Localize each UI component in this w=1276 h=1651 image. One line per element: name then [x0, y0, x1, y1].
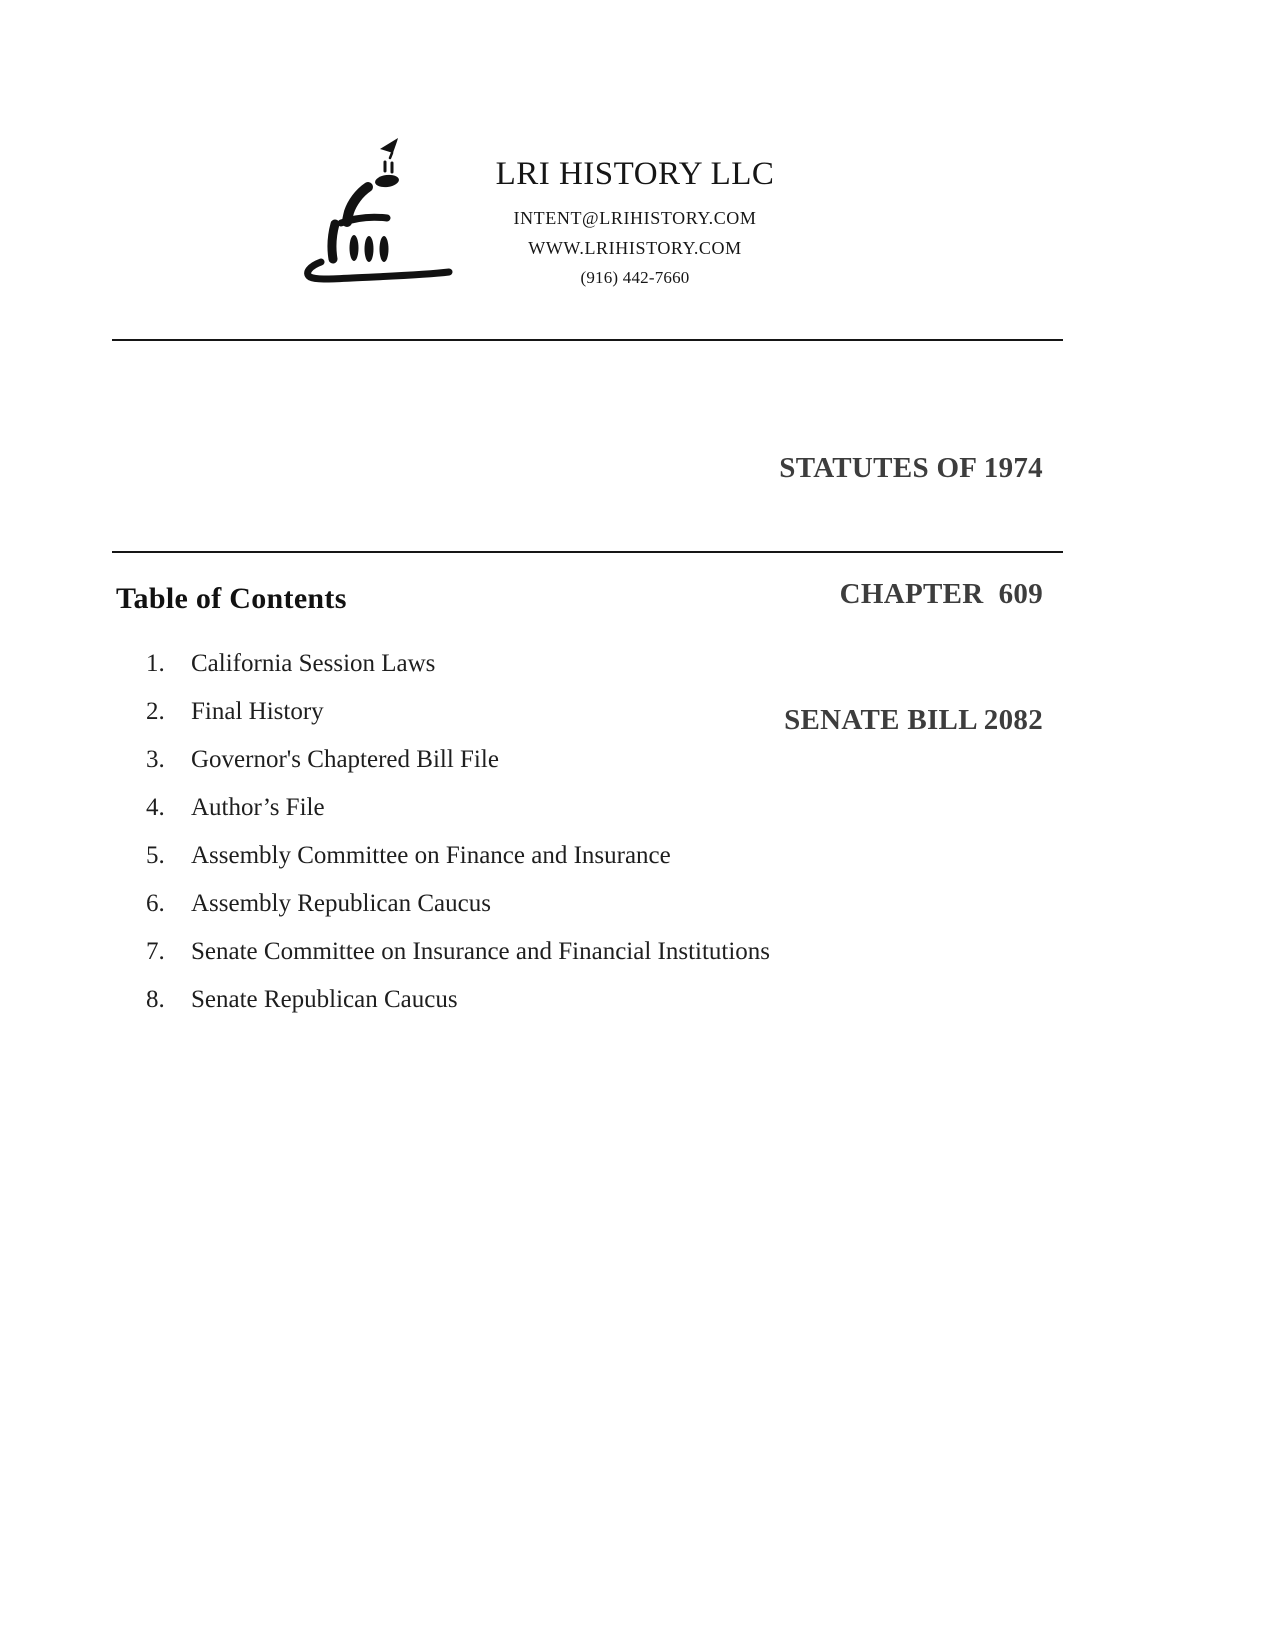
chapter-line: CHAPTER 609 [839, 578, 1043, 610]
toc-title: Table of Contents [116, 582, 347, 615]
toc-item [146, 984, 770, 1016]
website-url: WWW.LRIHISTORY.COM [528, 238, 742, 258]
toc-item-number: 7. [146, 938, 165, 965]
toc-item-number: 8. [146, 986, 165, 1013]
toc-item-label: California Session Laws [191, 650, 436, 677]
company-name: LRI HISTORY LLC [495, 156, 775, 192]
toc-item-number: 3. [146, 746, 165, 773]
toc-item-number: 5. [146, 842, 165, 869]
toc-item-label: Author’s File [191, 794, 325, 821]
phone-number: (916) 442-7660 [580, 268, 690, 287]
toc-list [146, 648, 770, 1032]
toc-item [146, 840, 770, 872]
toc-item-label: Assembly Republican Caucus [191, 890, 491, 917]
email-address: INTENT@LRIHISTORY.COM [513, 208, 757, 228]
senate-bill-line: SENATE BILL 2082 [784, 704, 1043, 736]
toc-item [146, 648, 770, 680]
toc-item-label: Senate Committee on Insurance and Financial Institutions [191, 938, 771, 965]
toc-item [146, 888, 770, 920]
toc-item-number: 4. [146, 794, 165, 821]
toc-item [146, 936, 770, 968]
toc-item [146, 792, 770, 824]
toc-item [146, 696, 770, 728]
statutes-line: STATUTES OF 1974 [779, 452, 1043, 484]
toc-item-label: Senate Republican Caucus [191, 986, 458, 1013]
letterhead-contact-block [430, 153, 840, 293]
toc-item [146, 744, 770, 776]
statute-reference-block [779, 363, 1043, 825]
toc-item-number: 1. [146, 650, 165, 677]
toc-item-label: Assembly Committee on Finance and Insurance [191, 842, 671, 869]
divider-top [112, 339, 1063, 341]
toc-item-number: 6. [146, 890, 165, 917]
toc-item-label: Governor's Chaptered Bill File [191, 746, 499, 773]
toc-item-label: Final History [191, 698, 324, 725]
toc-item-number: 2. [146, 698, 165, 725]
